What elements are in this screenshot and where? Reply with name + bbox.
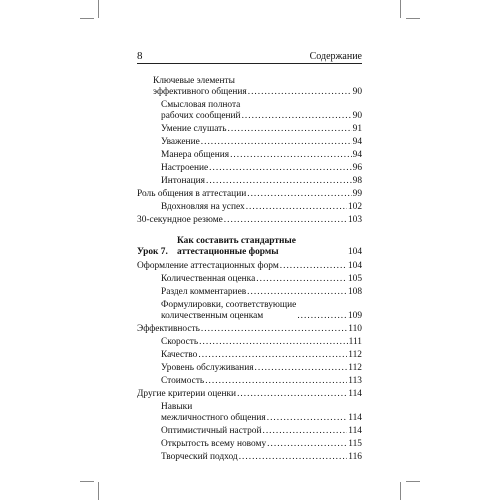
toc-entry-page-number: 94 bbox=[352, 137, 362, 147]
leader-dots bbox=[247, 287, 347, 298]
leader-dots bbox=[205, 376, 347, 387]
leader-dots bbox=[267, 439, 347, 450]
toc-entry-title-line: Раздел комментариев bbox=[161, 287, 247, 297]
toc-entry-page-number: 112 bbox=[348, 350, 362, 360]
toc-entry-title bbox=[161, 176, 205, 187]
toc-section-after bbox=[137, 261, 362, 463]
toc-entry-page-number: 98 bbox=[352, 176, 362, 186]
toc-entry-title-line: Роль общения в аттестации bbox=[137, 189, 247, 199]
toc-entry-title bbox=[161, 376, 204, 387]
crop-mark bbox=[406, 18, 420, 19]
leader-dots bbox=[206, 176, 352, 187]
toc-entry-page-number: 96 bbox=[352, 163, 362, 173]
toc-entry bbox=[137, 337, 362, 348]
toc-entry-page-number: 110 bbox=[348, 324, 362, 334]
toc-entry-page-number: 114 bbox=[348, 426, 362, 436]
toc-entry-page-number: 105 bbox=[347, 274, 362, 284]
leader-dots bbox=[227, 124, 351, 135]
leader-dots bbox=[246, 202, 347, 213]
lesson-title-row bbox=[177, 236, 362, 258]
toc-entry-page-number: 108 bbox=[347, 287, 362, 297]
leader-dots bbox=[297, 311, 347, 322]
toc-entry bbox=[137, 215, 362, 226]
crop-mark bbox=[400, 482, 401, 500]
lesson-title bbox=[177, 236, 348, 258]
leader-dots bbox=[256, 274, 347, 285]
crop-mark bbox=[400, 0, 401, 18]
toc-entry-page-number: 112 bbox=[348, 363, 362, 373]
toc-entry-title bbox=[161, 202, 245, 213]
leader-dots bbox=[280, 261, 347, 272]
toc-entry-title-line: Творческий подход bbox=[161, 452, 238, 462]
lesson-title-line: Как составить стандартные bbox=[177, 236, 296, 246]
toc-entry-title bbox=[137, 389, 236, 400]
toc-entry bbox=[137, 439, 362, 450]
toc-entry bbox=[137, 452, 362, 463]
toc-entry-page-number: 102 bbox=[347, 202, 362, 212]
toc-entry bbox=[137, 76, 362, 98]
leader-dots bbox=[209, 163, 351, 174]
toc-entry-page-number: 116 bbox=[348, 452, 362, 462]
toc-entry-title bbox=[161, 287, 246, 298]
toc-entry-title bbox=[137, 189, 246, 200]
toc-entry bbox=[137, 261, 362, 272]
toc-entry bbox=[137, 124, 362, 135]
leader-dots bbox=[247, 189, 351, 200]
toc-entry-title bbox=[161, 274, 255, 285]
leader-dots bbox=[239, 452, 348, 463]
toc-entry-title bbox=[161, 137, 200, 148]
toc-entry-title-line: 30-секундное резюме bbox=[137, 215, 223, 225]
toc-entry-title-line: Формулировки, соответствующие bbox=[161, 300, 297, 310]
leader-dots bbox=[230, 150, 352, 161]
toc-entry-title-line: Смысловая полнота bbox=[161, 100, 241, 110]
toc-entry bbox=[137, 389, 362, 400]
toc-entry-title-line: эффективного общения bbox=[153, 87, 247, 97]
toc-entry-title bbox=[161, 124, 226, 135]
toc-entry-title-line: Эффективность bbox=[137, 324, 200, 334]
toc-entry-title-line: Оформление аттестационных форм bbox=[137, 261, 279, 271]
toc-entry-title bbox=[161, 150, 229, 161]
toc-entry-title-line: Вдохновляя на успех bbox=[161, 202, 245, 212]
crop-mark bbox=[80, 18, 94, 19]
toc-entry bbox=[137, 150, 362, 161]
leader-dots bbox=[248, 87, 352, 98]
book-page bbox=[137, 48, 362, 465]
toc-entry-title-line: Манера общения bbox=[161, 150, 230, 160]
leader-dots bbox=[267, 413, 348, 424]
toc-entry-title-line: количественным оценкам bbox=[161, 311, 264, 321]
toc-entry-page-number: 104 bbox=[347, 261, 362, 271]
toc-entry-title bbox=[137, 324, 200, 335]
toc-entry-page-number: 94 bbox=[352, 150, 362, 160]
toc-entry-page-number: 114 bbox=[348, 413, 362, 423]
toc-entry-title-line: Настроение bbox=[161, 163, 209, 173]
crop-mark bbox=[98, 482, 99, 500]
toc-entry-title bbox=[161, 337, 198, 348]
toc-entry bbox=[137, 363, 362, 374]
lesson-number: Урок 7. bbox=[137, 247, 168, 257]
toc-entry-title-line: Скорость bbox=[161, 337, 199, 347]
toc-entry bbox=[137, 287, 362, 298]
toc-entry bbox=[137, 426, 362, 437]
toc-entry-title-line: Интонация bbox=[161, 176, 205, 186]
toc-entry-title bbox=[161, 300, 296, 322]
running-header bbox=[137, 48, 362, 64]
toc-entry-title-line: рабочих сообщений bbox=[161, 111, 241, 121]
toc-entry bbox=[137, 100, 362, 122]
toc-entry-title-line: Качество bbox=[161, 350, 198, 360]
page-number: 8 bbox=[137, 50, 143, 62]
toc-entry-page-number: 111 bbox=[348, 337, 362, 347]
toc-entry-title bbox=[137, 261, 279, 272]
toc-section-before bbox=[137, 76, 362, 226]
toc-entry-title-line: Навыки bbox=[161, 402, 193, 412]
toc-entry-title bbox=[153, 76, 247, 98]
crop-mark bbox=[80, 481, 94, 482]
leader-dots bbox=[242, 111, 352, 122]
leader-dots bbox=[237, 389, 347, 400]
lesson-title-line: аттестационные формы bbox=[177, 247, 279, 257]
toc-entry-page-number: 103 bbox=[347, 215, 362, 225]
toc-entry-title-line: Открытость всему новому bbox=[161, 439, 267, 449]
lesson-page-number: 104 bbox=[347, 247, 362, 257]
toc-entry bbox=[137, 324, 362, 335]
toc-entry-title-line: Другие критерии оценки bbox=[137, 389, 237, 399]
toc-entry-title-line: Уровень обслуживания bbox=[161, 363, 254, 373]
toc-entry-title bbox=[161, 163, 208, 174]
leader-dots bbox=[198, 350, 347, 361]
leader-dots bbox=[199, 337, 347, 348]
toc-entry-title bbox=[161, 363, 254, 374]
toc-entry-title-line: Количественная оценка bbox=[161, 274, 256, 284]
toc-entry bbox=[137, 350, 362, 361]
toc-entry bbox=[137, 137, 362, 148]
leader-dots bbox=[201, 137, 352, 148]
leader-dots bbox=[262, 426, 347, 437]
toc-entry-title bbox=[161, 439, 266, 450]
toc-entry-page-number: 113 bbox=[348, 376, 362, 386]
toc-entry bbox=[137, 176, 362, 187]
toc-entry-title-line: Умение слушать bbox=[161, 124, 227, 134]
toc-lesson-entry bbox=[137, 236, 362, 258]
leader-dots bbox=[201, 324, 347, 335]
crop-mark bbox=[406, 481, 420, 482]
toc-entry bbox=[137, 189, 362, 200]
toc-entry bbox=[137, 300, 362, 322]
toc-entry-title bbox=[137, 215, 223, 226]
toc-entry-title-line: Ключевые элементы bbox=[153, 76, 235, 86]
toc-entry-title bbox=[161, 426, 261, 437]
toc-entry bbox=[137, 274, 362, 285]
toc-entry-title bbox=[161, 402, 266, 424]
toc-entry-title-line: Уважение bbox=[161, 137, 200, 147]
section-title: Содержание bbox=[309, 51, 362, 62]
toc-entry bbox=[137, 376, 362, 387]
toc-entry-title bbox=[161, 350, 197, 361]
leader-dots bbox=[224, 215, 347, 226]
leader-dots bbox=[255, 363, 348, 374]
toc-entry-title-line: Оптимистичный настрой bbox=[161, 426, 262, 436]
toc-entry-page-number: 115 bbox=[348, 439, 362, 449]
toc-entry-page-number: 99 bbox=[352, 189, 362, 199]
toc-entry bbox=[137, 202, 362, 213]
toc-entry-page-number: 90 bbox=[352, 111, 362, 121]
toc-entry-page-number: 114 bbox=[348, 389, 362, 399]
toc-entry-title-line: межличностного общения bbox=[161, 413, 266, 423]
toc-entry-title-line: Стоимость bbox=[161, 376, 205, 386]
toc-entry-title bbox=[161, 100, 241, 122]
crop-mark bbox=[98, 0, 99, 18]
toc-entry bbox=[137, 163, 362, 174]
toc-entry-title bbox=[161, 452, 238, 463]
toc-entry-page-number: 109 bbox=[347, 311, 362, 321]
toc-entry bbox=[137, 402, 362, 424]
toc-entry-page-number: 91 bbox=[352, 124, 362, 134]
table-of-contents bbox=[137, 76, 362, 463]
toc-entry-page-number: 90 bbox=[352, 87, 362, 97]
